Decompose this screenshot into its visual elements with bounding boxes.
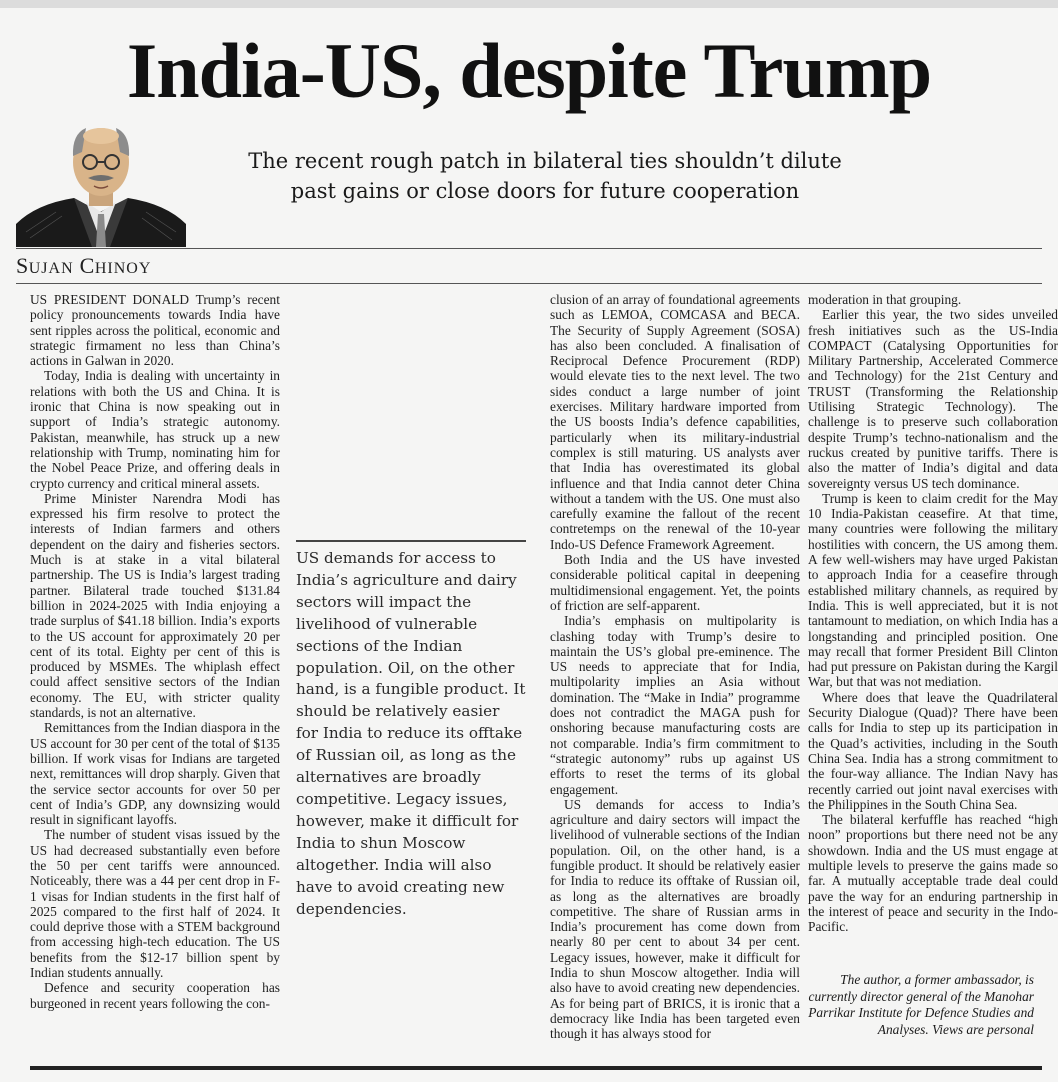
article-paragraph: US demands for access to India’s agriculture and dairy sectors will impact the livelihood of vulnerable sections of the Indian population. Oil, on the other hand, is a fungible product. It should be relatively easier for India to reduce its offtake of Russian oil, as long as the alternatives are broadly competitive. The share of Russian arms in India’s procurement has come down from nearly 80 per cent to about 34 per cent. Legacy issues, however, make it difficult for India to shun Moscow altogether. India will also have to avoid creating new dependencies. As for being part of BRICS, it is ironic that a democracy like India has been targeted even though it has always stood for: [550, 796, 800, 1042]
article-paragraph: Today, India is dealing with uncertainty in relations with both the US and China. It is ironic that China is now speaking out in support of India’s strategic autonomy. Pakistan, meanwhile, has struck up a new relationship with Trump, nominating him for the Nobel Peace Prize, and offering deals in crypto currency and critical mineral assets.: [30, 368, 280, 491]
article-column-3: [550, 292, 800, 1042]
headline: India-US, despite Trump: [126, 27, 932, 114]
article-paragraph: Defence and security cooperation has burgeoned in recent years following the con-: [30, 980, 280, 1011]
article-paragraph: US PRESIDENT DONALD Trump’s recent policy pronouncements towards India have sent ripples across the political, economic and strategic firmament no less than China’s actions in Galwan in 2020.: [30, 292, 280, 369]
standfirst-line: The recent rough patch in bilateral ties shouldn’t dilute: [248, 149, 842, 173]
lead-in-caps: US PRESIDENT DONALD: [30, 292, 190, 307]
article-paragraph: Both India and the US have invested considerable political capital in deepening multidimensional engagement. Yet, the points of friction are self-apparent.: [550, 552, 800, 613]
byline-last-name: CHINOY: [79, 253, 152, 278]
article-column-4: [808, 292, 1058, 934]
pull-quote-rule: [296, 540, 526, 542]
article-paragraph: clusion of an array of foundational agreements such as LEMOA, COMCASA and BECA. The Security of Supply Agreement (SOSA) has also been concluded. A finalisation of Reciprocal Defence Procurement (RDP) would elevate ties to the next level. The two sides conduct a large number of joint exercises. Military hardware imported from the US boosts India’s defence capabilities, particularly when its military-industrial complex is still maturing. US analysts aver that India has overestimated its global influence and that India cannot deter China without a tandem with the US. One must also carefully examine the fallout of the recent contretemps on the renewal of the 10-year Indo-US Defence Framework Agreement.: [550, 292, 800, 552]
author-portrait: [16, 112, 194, 247]
pull-quote: US demands for access to India’s agriculture and dairy sectors will impact the livelihood of vulnerable sections of the Indian population. Oil, on the other hand, is a fungible product. It should be relatively easier for India to reduce its offtake of Russian oil, as long as the alternatives are broadly competitive. Legacy issues, however, make it difficult for India to shun Moscow altogether. India will also have to avoid creating new dependencies.: [296, 549, 526, 918]
standfirst-line: past gains or close doors for future cooperation: [290, 179, 800, 203]
byline-rule: [16, 283, 1042, 284]
article-paragraph: Remittances from the Indian diaspora in the US account for 30 per cent of the total of $135 billion. If work visas for Indians are targeted next, remittances will drop sharply. Given that the service sector accounts for over 50 per cent of India’s GDP, any downsizing would result in significant layoffs.: [30, 720, 280, 828]
header-rule: [16, 248, 1042, 249]
article-paragraph: Where does that leave the Quadrilateral Security Dialogue (Quad)? There have been calls for India to step up its participation in the Quad’s activities, including in the South China Sea. India has a strong commitment to the four-way alliance. The Indian Navy has recently carried out joint naval exercises with the Philippines in the South China Sea.: [808, 689, 1058, 812]
byline-first-name: SUJAN: [16, 253, 74, 278]
footer-rule: [30, 1066, 1042, 1070]
article-paragraph: moderation in that grouping.: [808, 292, 962, 307]
author-note: The author, a former ambassador, is currently director general of the Manohar Parrikar Institute for Defence Studies and Analyses. Views are personal: [808, 972, 1034, 1037]
article-paragraph: The bilateral kerfuffle has reached “high noon” proportions but there need not be any showdown. India and the US must engage at multiple levels to preserve the gains made so far. A mutually acceptable trade deal could pave the way for an enduring partnership in the interest of peace and security in the Indo-Pacific.: [808, 812, 1058, 935]
article-paragraph: The number of student visas issued by the US had decreased substantially even before the 50 per cent tariffs were announced. Noticeably, there was a 44 per cent drop in F-1 visas for Indian students in the first half of 2025 compared to the first half of 2024. It could deprive those with a STEM background from accessing high-tech education. The US benefits from the $12-17 billion spent by Indian students annually.: [30, 827, 280, 981]
standfirst: [215, 146, 875, 206]
article-paragraph: Trump is keen to claim credit for the May 10 India-Pakistan ceasefire. At that time, many countries were following the military hostilities with concern, the US among them. A few well-wishers may have urged Pakistan to approach India for a ceasefire through established military channels, as required by India. This is well appreciated, but it is not tantamount to mediation, on which India has a longstanding and principled position. One may recall that former President Bill Clinton had put pressure on Pakistan during the Kargil War, but that was not mediation.: [808, 490, 1058, 690]
top-strip: [0, 0, 1058, 8]
article-paragraph: Prime Minister Narendra Modi has expressed his firm resolve to protect the interests of Indian farmers and others dependent on the dairy and fisheries sectors. Much is at stake in a vital bilateral partnership. The US is India’s largest trading partner. Bilateral trade touched $131.84 billion in 2024-2025 with India enjoying a trade surplus of $41.18 billion. India’s exports to the US account for approximately 20 per cent of its total. Eighty per cent of this is produced by MSMEs. The whiplash effect could affect sensitive sectors of the Indian economy. The EU, with stricter quality standards, is not an alternative.: [30, 490, 280, 721]
byline: [16, 252, 151, 283]
article-column-1: [30, 292, 280, 1011]
portrait-sketch-icon: [16, 112, 194, 247]
article-paragraph: India’s emphasis on multipolarity is clashing today with Trump’s desire to maintain the US’s global pre-eminence. The US needs to appreciate that for India, multipolarity implies an Asia without domination. The “Make in India” programme does not contradict the MAGA push for onshoring because manufacturing costs are not comparable. India’s firm commitment to “strategic autonomy” rubs up against US efforts to reset the terms of its global engagement.: [550, 613, 800, 797]
article-paragraph: Earlier this year, the two sides unveiled fresh initiatives such as the US-India COMPACT (Catalysing Opportunities for Military Partnership, Accelerated Commerce and Technology) for the 21st Century and TRUST (Transforming the Relationship Utilising Strategic Technology). The challenge is to preserve such collaboration despite Trump’s techno-nationalism and the ruckus created by punitive tariffs. There is also the matter of India’s digital and data sovereignty versus US tech dominance.: [808, 307, 1058, 491]
